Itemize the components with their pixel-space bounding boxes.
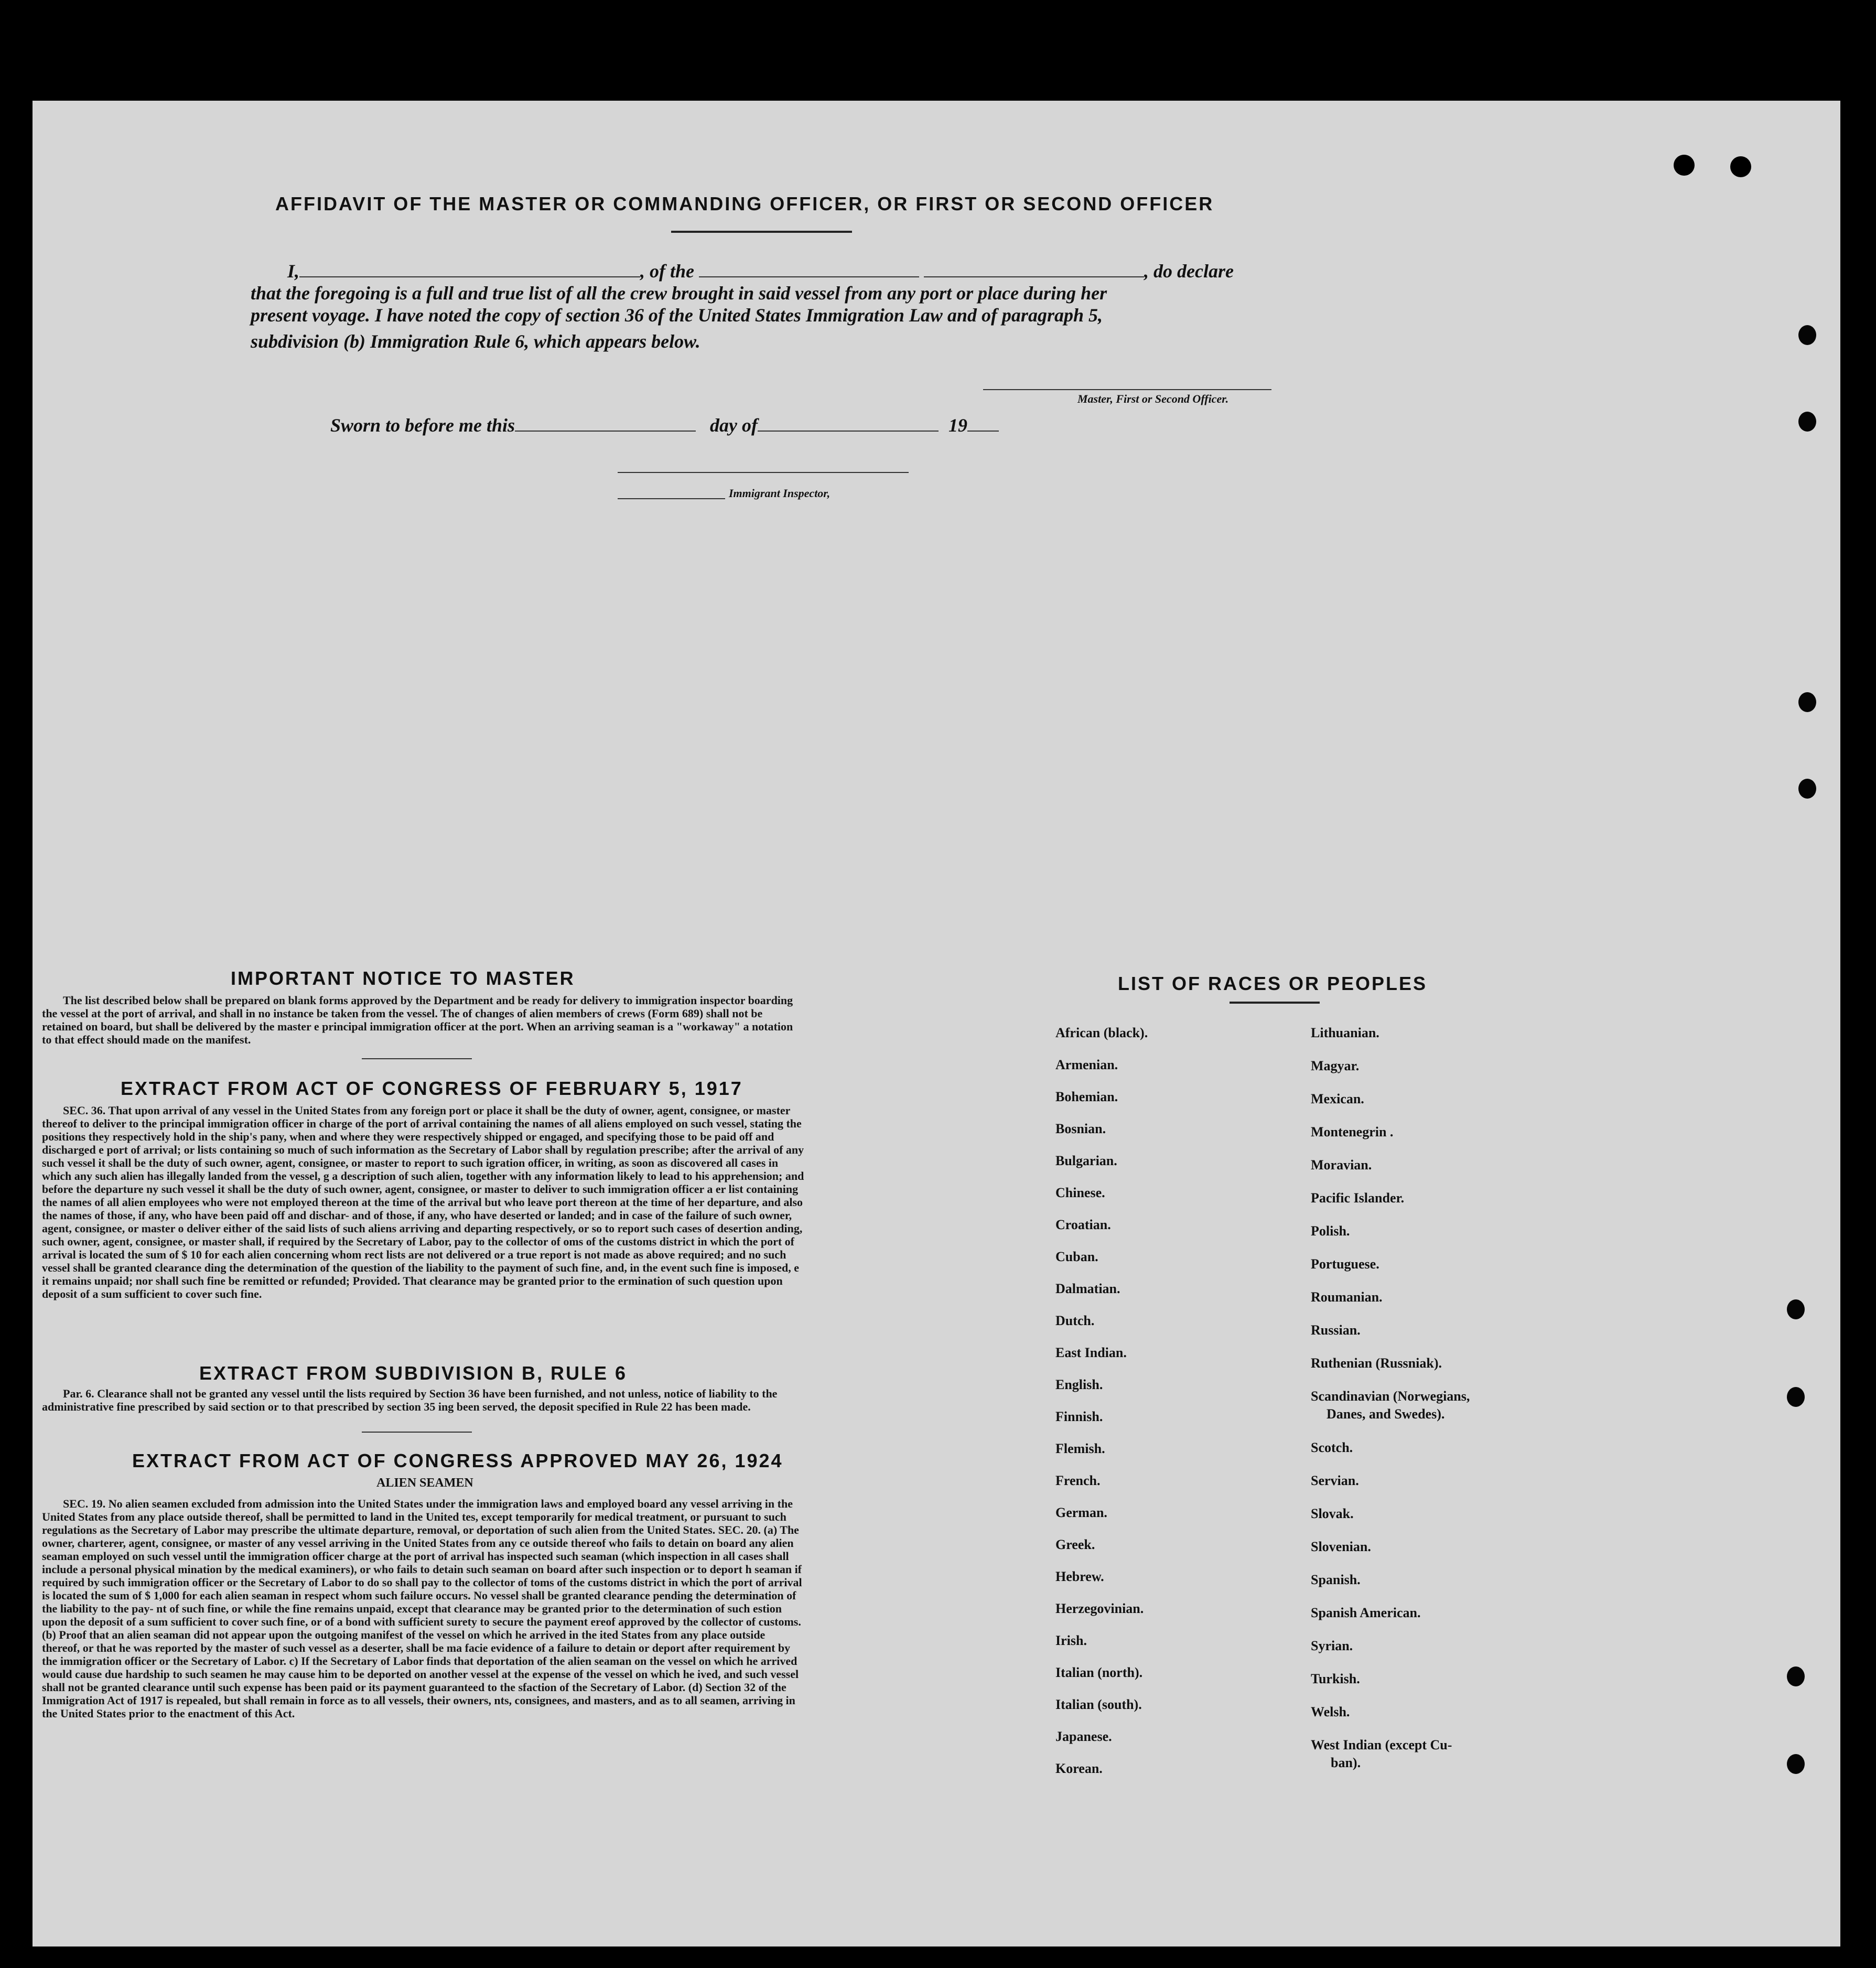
sworn-year: 19 — [948, 415, 968, 436]
notice-text — [42, 994, 805, 1046]
notice-rule — [362, 1058, 472, 1059]
race-left-9: Dalmatian. — [1055, 1281, 1120, 1296]
sworn-year-blank[interactable] — [967, 431, 999, 432]
extract-1917-title: EXTRACT FROM ACT OF CONGRESS OF FEBRUARY 5, 1917 — [121, 1078, 743, 1099]
race-right-16: Slovak. — [1311, 1506, 1354, 1521]
binder-hole — [1798, 692, 1816, 712]
race-right-6: Pacific Islander. — [1311, 1190, 1405, 1206]
race-left-3: Bohemian. — [1055, 1089, 1118, 1104]
extract-rule6-title: EXTRACT FROM SUBDIVISION B, RULE 6 — [199, 1362, 628, 1384]
race-right-8: Portuguese. — [1311, 1256, 1379, 1272]
position-blank[interactable] — [699, 276, 919, 277]
affidavit-line2: that the foregoing is a full and true list of all the crew brought in said vessel from any port or place during her — [251, 283, 1107, 304]
race-right-17: Slovenian. — [1311, 1539, 1371, 1554]
vessel-blank[interactable] — [924, 276, 1144, 277]
affidavit-title-rule — [671, 231, 852, 233]
binder-hole — [1798, 325, 1816, 345]
race-right-18: Spanish. — [1311, 1572, 1361, 1587]
race-left-13: Finnish. — [1055, 1409, 1103, 1424]
name-blank[interactable] — [299, 276, 640, 277]
extract-1917-paragraph: SEC. 36. That upon arrival of any vessel in the United States from any foreign port or place it shall be the duty of owner, agent, consignee, or master thereof to deliver to the principal immigration officer in charge of the port of arrival containing the names of all aliens employed on such vessel, stating the positions they respectively hold in the ship's pany, when and where they were respectively shipped or engaged, and specifying those to be paid off and discharged e port of arrival; or lists containing so much of such information as the Secretary of Labor shall by regulation prescribe; after the arrival of any such vessel it shall be the duty of such owner, agent, consignee, or master to report to such igration officer, in writing, as soon as discovered all cases in which any such alien has illegally landed from the vessel, g a description of such alien, together with any information likely to lead to his apprehension; and before the departure ny such vessel it shall be the duty of such owner, agent, consignee, or master to deliver to such immigration officer a er list containing the names of all alien employees who were not employed thereon at the time of the arrival but who leave port thereon at the time of her departure, and also the names of those, if any, who have been paid off and dischar- and of those, if any, who have deserted or landed; and in case of the failure of such owner, agent, consignee, or master o deliver either of the said lists of such aliens arriving and departing respectively, or so to report such cases of desertion anding, such owner, agent, consignee, or master shall, if required by the Secretary of Labor, pay to the collector of oms of the customs district in which the port of arrival is located the sum of $ 10 for each alien concerning whom rect lists are not delivered or a true report is not made as above required; and no such vessel shall be granted clearance ding the determination of the question of the liability to the payment of such fine, and, in the event such fine is imposed, e it remains unpaid; nor shall such fine be remitted or refunded; Provided. That clearance may be granted prior to the ermination of such question upon deposit of a sum sufficient to cover such fine. — [42, 1104, 804, 1300]
signature-caption: Master, First or Second Officer. — [1077, 392, 1229, 405]
races-title: LIST OF RACES OR PEOPLES — [1118, 973, 1428, 994]
sworn-prefix: Sworn to before me this — [330, 415, 515, 436]
race-left-8: Cuban. — [1055, 1249, 1098, 1264]
race-left-21: Italian (north). — [1055, 1665, 1143, 1680]
extract-1917-text — [42, 1104, 805, 1300]
sworn-month-blank[interactable] — [758, 431, 939, 432]
race-left-22: Italian (south). — [1055, 1697, 1142, 1712]
sworn-line — [330, 414, 999, 436]
race-right-7: Polish. — [1311, 1223, 1350, 1239]
race-left-12: English. — [1055, 1377, 1103, 1392]
race-right-2: Magyar. — [1311, 1058, 1360, 1073]
punch-dot-left — [1674, 155, 1695, 176]
binder-hole — [1787, 1666, 1805, 1686]
race-right-22: Welsh. — [1311, 1704, 1350, 1719]
race-right-5: Moravian. — [1311, 1157, 1372, 1173]
race-left-17: Greek. — [1055, 1537, 1095, 1552]
race-right-21: Turkish. — [1311, 1671, 1360, 1686]
race-left-16: German. — [1055, 1505, 1107, 1520]
race-right-14: Scotch. — [1311, 1440, 1353, 1455]
binder-hole — [1798, 412, 1816, 432]
binder-hole — [1787, 1754, 1805, 1774]
race-left-2: Armenian. — [1055, 1057, 1118, 1072]
inspector-caption: Immigrant Inspector, — [729, 487, 831, 500]
race-left-18: Hebrew. — [1055, 1569, 1104, 1584]
race-left-20: Irish. — [1055, 1633, 1087, 1648]
race-left-24: Korean. — [1055, 1761, 1103, 1776]
race-left-23: Japanese. — [1055, 1729, 1112, 1744]
race-left-1: African (black). — [1055, 1025, 1148, 1040]
race-left-10: Dutch. — [1055, 1313, 1095, 1328]
race-left-15: French. — [1055, 1473, 1101, 1488]
rule6-divider — [362, 1432, 472, 1433]
signature-line[interactable] — [983, 389, 1271, 390]
extract-1924-text — [42, 1497, 805, 1720]
binder-hole — [1787, 1387, 1805, 1407]
extract-1924-subtitle: ALIEN SEAMEN — [376, 1476, 473, 1490]
race-right-9: Roumanian. — [1311, 1289, 1383, 1305]
affidavit-title: AFFIDAVIT OF THE MASTER OR COMMANDING OFFICER, OR FIRST OR SECOND OFFICER — [275, 193, 1214, 214]
race-left-4: Bosnian. — [1055, 1121, 1106, 1136]
extract-1924-title: EXTRACT FROM ACT OF CONGRESS APPROVED MAY 26, 1924 — [132, 1450, 783, 1471]
punch-dot-right — [1730, 156, 1751, 177]
races-title-rule — [1230, 1002, 1320, 1004]
affidavit-i: I, — [287, 261, 300, 282]
race-right-23: West Indian (except Cu- — [1311, 1737, 1452, 1752]
affidavit-declare: , do declare — [1144, 261, 1234, 282]
race-right-10: Russian. — [1311, 1322, 1361, 1338]
inspector-line[interactable] — [618, 498, 725, 499]
extract-rule6-paragraph: Par. 6. Clearance shall not be granted any vessel until the lists required by Section 36 have been furnished, and not unless, notice of liability to the administrative fine prescribed by said section or to that prescribed by section 35 ing been served, the deposit specified in Rule 22 has been made. — [42, 1387, 778, 1413]
extract-rule6-text — [42, 1387, 805, 1413]
race-right-1: Lithuanian. — [1311, 1025, 1379, 1040]
affidavit-line1 — [287, 260, 1234, 282]
race-left-7: Croatian. — [1055, 1217, 1111, 1232]
affidavit-line3: present voyage. I have noted the copy of section 36 of the United States Immigration Law and of paragraph 5, — [251, 305, 1103, 326]
race-left-5: Bulgarian. — [1055, 1153, 1117, 1168]
affidavit-of-the: , of the — [640, 261, 695, 282]
race-right-15: Servian. — [1311, 1473, 1359, 1488]
race-right-13: Danes, and Swedes). — [1327, 1406, 1445, 1422]
race-left-19: Herzegovinian. — [1055, 1601, 1144, 1616]
binder-hole — [1798, 779, 1816, 799]
race-right-3: Mexican. — [1311, 1091, 1364, 1106]
notice-title: IMPORTANT NOTICE TO MASTER — [231, 967, 575, 989]
binder-hole — [1787, 1299, 1805, 1319]
race-right-12: Scandinavian (Norwegians, — [1311, 1389, 1470, 1404]
race-left-14: Flemish. — [1055, 1441, 1105, 1456]
race-right-24: ban). — [1331, 1755, 1361, 1770]
notice-paragraph: The list described below shall be prepared on blank forms approved by the Department and be ready for delivery to immigration inspector boarding the vessel at the port of arrival, and shall in no instance be taken from the vessel. The of changes of alien members of crews (Form 689) shall not be retained on board, but shall be delivered by the master e principal immigration officer at the port. When an arriving seaman is a "workaway" a notation to that effect should made on the manifest. — [42, 994, 793, 1046]
race-left-6: Chinese. — [1055, 1185, 1105, 1200]
sworn-date-blank[interactable] — [515, 431, 696, 432]
race-right-4: Montenegrin . — [1311, 1124, 1394, 1139]
race-left-11: East Indian. — [1055, 1345, 1127, 1360]
inspector-line-top[interactable] — [618, 472, 909, 473]
race-right-19: Spanish American. — [1311, 1605, 1421, 1620]
sworn-day: day of — [710, 415, 758, 436]
extract-1924-paragraph: SEC. 19. No alien seamen excluded from admission into the United States under the immigration laws and employed board any vessel arriving in the United States from any place outside thereof, shall be permitted to land in the United tes, except temporarily for medical treatment, or pursuant to such regulations as the Secretary of Labor may prescribe the ultimate departure, removal, or deportation of such alien from the United States. SEC. 20. (a) The owner, charterer, agent, consignee, or master of any vessel arriving in the United States from any ce outside thereof who fails to detain on board any alien seaman employed on such vessel until the immigration officer charge at the port of arrival has inspected such seaman (which inspection in all cases shall include a personal physical mination by the medical examiners), or who fails to detain such seaman on board after such inspection or to deport h seaman if required by such immigration officer or the Secretary of Labor to do so shall pay to the collector of toms of the customs district in which the port of arrival is located the sum of $ 1,000 for each alien seaman in respect whom such failure occurs. No vessel shall be granted clearance pending the determination of the liability to the pay- nt of such fine, or while the fine remains unpaid, except that clearance may be granted prior to the determination of such estion upon the deposit of a sum sufficient to cover such fine, or of a bond with sufficient surety to secure the payment ereof approved by the collector of customs. (b) Proof that an alien seaman did not appear upon the outgoing manifest of the vessel on which he arrived in the ited States from any place outside thereof, or that he was reported by the master of such vessel as a deserter, shall be ma facie evidence of a failure to detain or deport after requirement by the immigration officer or the Secretary of Labor. c) If the Secretary of Labor finds that deportation of the alien seaman on the vessel on which he arrived would cause due hardship to such seamen he may cause him to be deported on another vessel at the expense of the vessel on which he ived, and such vessel shall not be granted clearance until such expense has been paid or its payment guaranteed to the sfaction of the Secretary of Labor. (d) Section 32 of the Immigration Act of 1917 is repealed, but shall remain in force as to all vessels, their owners, nts, consignees, and masters, and as to all seamen, arriving in the United States prior to the enactment of this Act. — [42, 1497, 802, 1720]
race-right-20: Syrian. — [1311, 1638, 1353, 1653]
affidavit-line4: subdivision (b) Immigration Rule 6, which appears below. — [251, 331, 700, 352]
race-right-11: Ruthenian (Russniak). — [1311, 1356, 1442, 1371]
